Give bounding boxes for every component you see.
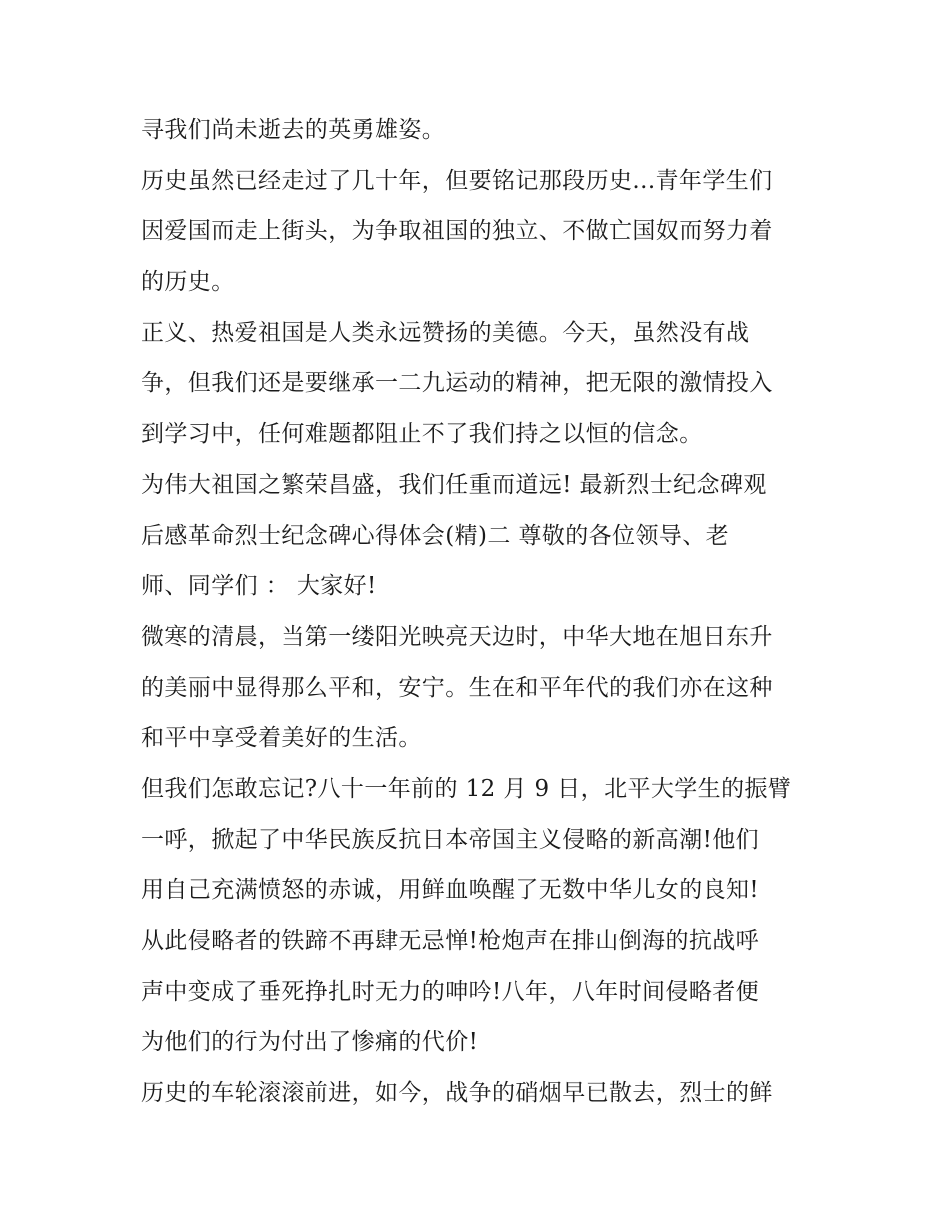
document-body [141,105,821,1119]
text-line: 的美丽中显得那么平和，安宁。生在和平年代的我们亦在这种 [141,674,773,701]
text-line: 一呼，掀起了中华民族反抗日本帝国主义侵略的新高潮!他们 [141,826,760,853]
text-line: 微寒的清晨，当第一缕阳光映亮天边时，中华大地在旭日东升 [141,623,773,650]
text-line: 争，但我们还是要继承一二九运动的精神，把无限的激情投入 [141,370,773,397]
text-line: 寻我们尚未逝去的英勇雄姿。 [141,117,446,143]
text-line: 为伟大祖国之繁荣昌盛，我们任重而道远! 最新烈士纪念碑观 [141,471,767,498]
text-line: 但我们怎敢忘记?八十一年前的 12 月 9 日，北平大学生的振臂 [141,775,792,802]
text-line: 声中变成了垂死挣扎时无力的呻吟!八年，八年时间侵略者便 [141,978,760,1005]
text-line: 历史虽然已经走过了几十年，但要铭记那段历史...青年学生们 [141,167,773,194]
text-line: 历史的车轮滚滚前进，如今，战争的硝烟早已散去，烈士的鲜 [141,1080,773,1107]
text-line: 的历史。 [141,269,235,296]
text-line: 正义、热爱祖国是人类永远赞扬的美德。今天，虽然没有战 [141,319,750,346]
text-line: 师、同学们 ： 大家好! [141,573,377,600]
text-line: 后感革命烈士纪念碑心得体会(精)二 尊敬的各位领导、老 [141,522,730,549]
text-line: 用自己充满愤怒的赤诚，用鲜血唤醒了无数中华儿女的良知! [141,877,760,904]
text-line: 和平中享受着美好的生活。 [141,725,422,752]
text-line: 因爱国而走上街头，为争取祖国的独立、不做亡国奴而努力着 [141,218,773,245]
text-line: 从此侵略者的铁蹄不再肆无忌惮!枪炮声在排山倒海的抗战呼 [141,928,760,954]
text-line: 到学习中，任何难题都阻止不了我们持之以恒的信念。 [141,421,703,448]
text-line: 为他们的行为付出了惨痛的代价! [141,1029,479,1056]
